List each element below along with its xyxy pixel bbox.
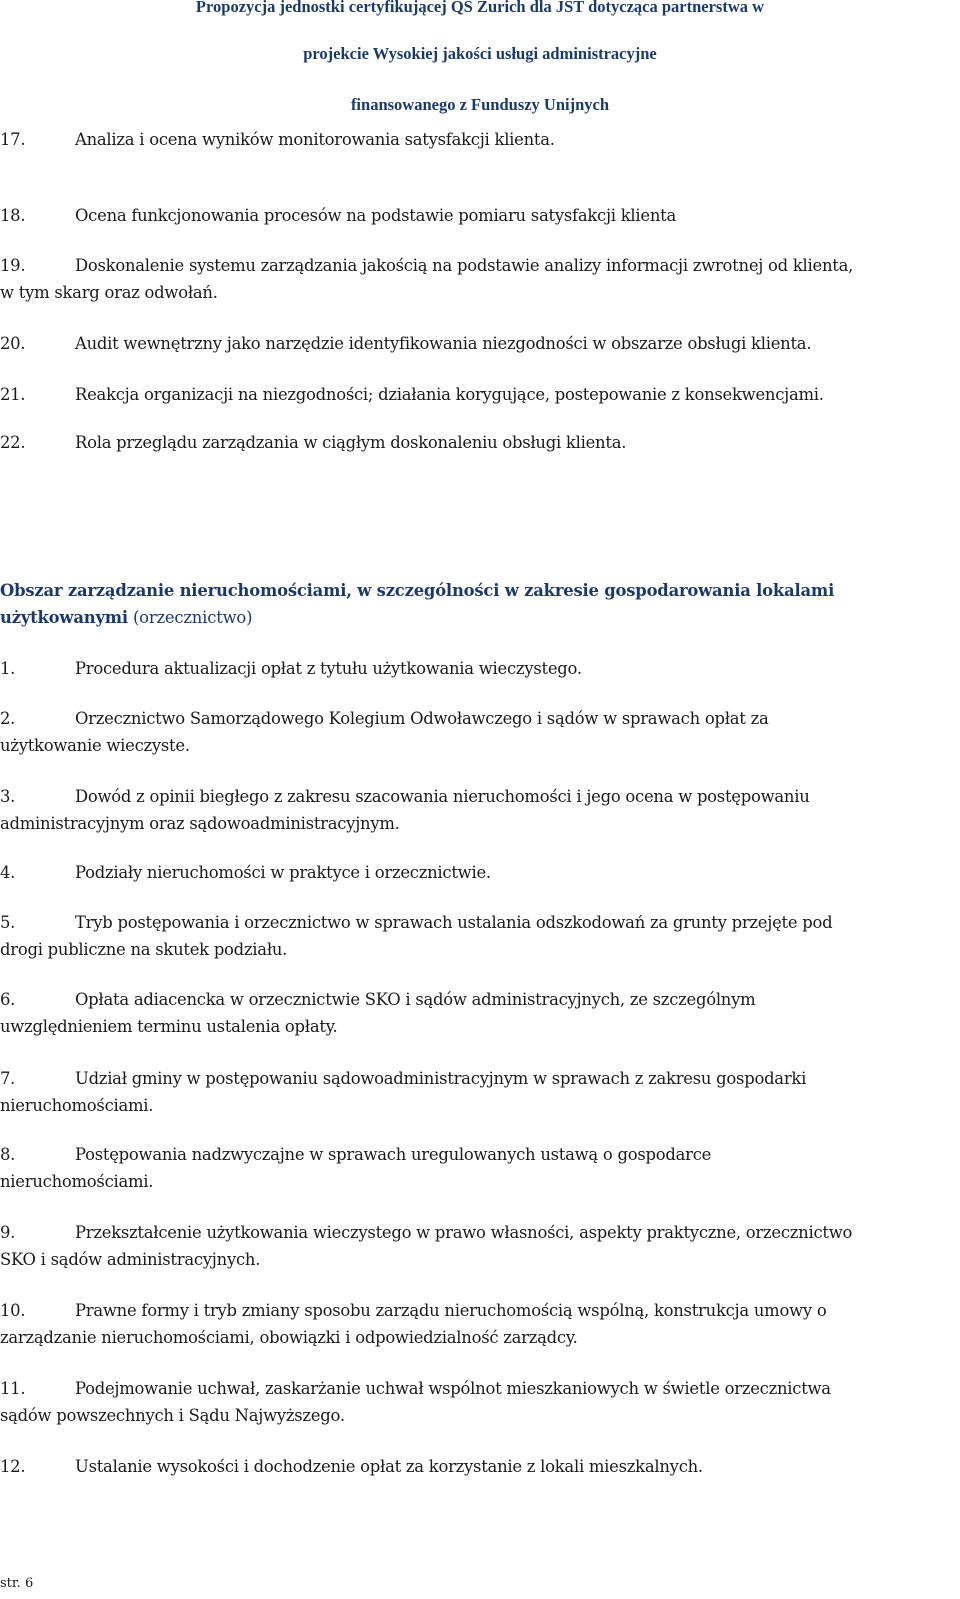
list-item [0,705,950,759]
item-number: 1. [0,659,16,678]
item-text: Podejmowanie uchwał, zaskarżanie uchwał wspólnot mieszkaniowych w świetle orzecznictwa [75,1379,831,1398]
item-text: Prawne formy i tryb zmiany sposobu zarządu nieruchomością wspólną, konstrukcja umowy o [75,1301,827,1320]
list-item [0,252,950,306]
list-item [0,859,950,886]
item-number: 4. [0,863,16,882]
item-number: 9. [0,1223,16,1242]
item-text: Ocena funkcjonowania procesów na podstawie pomiaru satysfakcji klienta [75,206,677,225]
item-number: 20. [0,334,26,353]
list-item [0,1297,950,1351]
item-text: Udział gminy w postępowaniu sądowoadministracyjnym w sprawach z zakresu gospodarki [75,1069,807,1088]
header-line-3: finansowanego z Funduszy Unijnych [350,95,610,114]
item-number: 3. [0,787,16,806]
item-text-continuation: nieruchomościami. [0,1096,154,1115]
item-text: Tryb postępowania i orzecznictwo w sprawach ustalania odszkodowań za grunty przejęte pod [75,913,833,932]
header-line-1: Propozycja jednostki certyfikującej QS Zurich dla JST dotycząca partnerstwa w [195,0,765,16]
section-title [0,577,950,631]
item-text-continuation: administracyjnym oraz sądowoadministracyjnym. [0,814,400,833]
item-number: 19. [0,256,26,275]
item-text-continuation: zarządzanie nieruchomościami, obowiązki i odpowiedzialność zarządcy. [0,1328,578,1347]
section-title-bold-2: użytkowanymi [0,608,128,627]
item-text-continuation: SKO i sądów administracyjnych. [0,1250,261,1269]
list-item [0,381,950,408]
item-number: 22. [0,433,26,452]
list-item [0,909,950,963]
list-item [0,429,950,456]
list-item [0,330,950,357]
item-number: 21. [0,385,26,404]
item-text: Reakcja organizacji na niezgodności; działania korygujące, postepowanie z konsekwencjami. [75,385,824,404]
item-text-continuation: sądów powszechnych i Sądu Najwyższego. [0,1406,345,1425]
item-text-continuation: nieruchomościami. [0,1172,154,1191]
header-line-2: projekcie Wysokiej jakości usługi administracyjne [303,44,657,63]
item-text-continuation: w tym skarg oraz odwołań. [0,283,218,302]
list-item [0,1375,950,1429]
page-number: str. 6 [0,1576,34,1591]
item-text-continuation: uwzględnieniem terminu ustalenia opłaty. [0,1017,338,1036]
item-text: Postępowania nadzwyczajne w sprawach uregulowanych ustawą o gospodarce [75,1145,712,1164]
list-item [0,1219,950,1273]
item-text: Rola przeglądu zarządzania w ciągłym doskonaleniu obsługi klienta. [75,433,627,452]
item-number: 7. [0,1069,16,1088]
list-item [0,1453,950,1480]
list-item [0,1065,950,1119]
section-title-bold: Obszar zarządzanie nieruchomościami, w szczególności w zakresie gospodarowania lokalami [0,581,835,600]
item-number: 6. [0,990,16,1009]
item-text: Dowód z opinii biegłego z zakresu szacowania nieruchomości i jego ocena w postępowaniu [75,787,810,806]
item-text: Audit wewnętrzny jako narzędzie identyfikowania niezgodności w obszarze obsługi klienta. [75,334,812,353]
section-title-normal: (orzecznictwo) [127,608,253,627]
item-text-continuation: użytkowanie wieczyste. [0,736,190,755]
list-item [0,126,950,153]
list-item [0,1141,950,1195]
item-text: Opłata adiacencka w orzecznictwie SKO i sądów administracyjnych, ze szczególnym [75,990,756,1009]
item-text: Przekształcenie użytkowania wieczystego w prawo własności, aspekty praktyczne, orzecznictwo [75,1223,853,1242]
item-text: Ustalanie wysokości i dochodzenie opłat za korzystanie z lokali mieszkalnych. [75,1457,703,1476]
item-text: Orzecznictwo Samorządowego Kolegium Odwoławczego i sądów w sprawach opłat za [75,709,769,728]
list-item [0,986,950,1040]
item-number: 11. [0,1379,26,1398]
item-number: 5. [0,913,16,932]
item-number: 17. [0,130,26,149]
list-item [0,202,950,229]
list-item [0,783,950,837]
item-text-continuation: drogi publiczne na skutek podziału. [0,940,288,959]
item-text: Procedura aktualizacji opłat z tytułu użytkowania wieczystego. [75,659,582,678]
item-number: 10. [0,1301,26,1320]
list-item [0,655,950,682]
item-number: 12. [0,1457,26,1476]
item-text: Podziały nieruchomości w praktyce i orzecznictwie. [75,863,491,882]
item-text: Analiza i ocena wyników monitorowania satysfakcji klienta. [75,130,555,149]
item-number: 18. [0,206,26,225]
item-number: 8. [0,1145,16,1164]
item-number: 2. [0,709,16,728]
item-text: Doskonalenie systemu zarządzania jakością na podstawie analizy informacji zwrotnej od klienta, [75,256,854,275]
